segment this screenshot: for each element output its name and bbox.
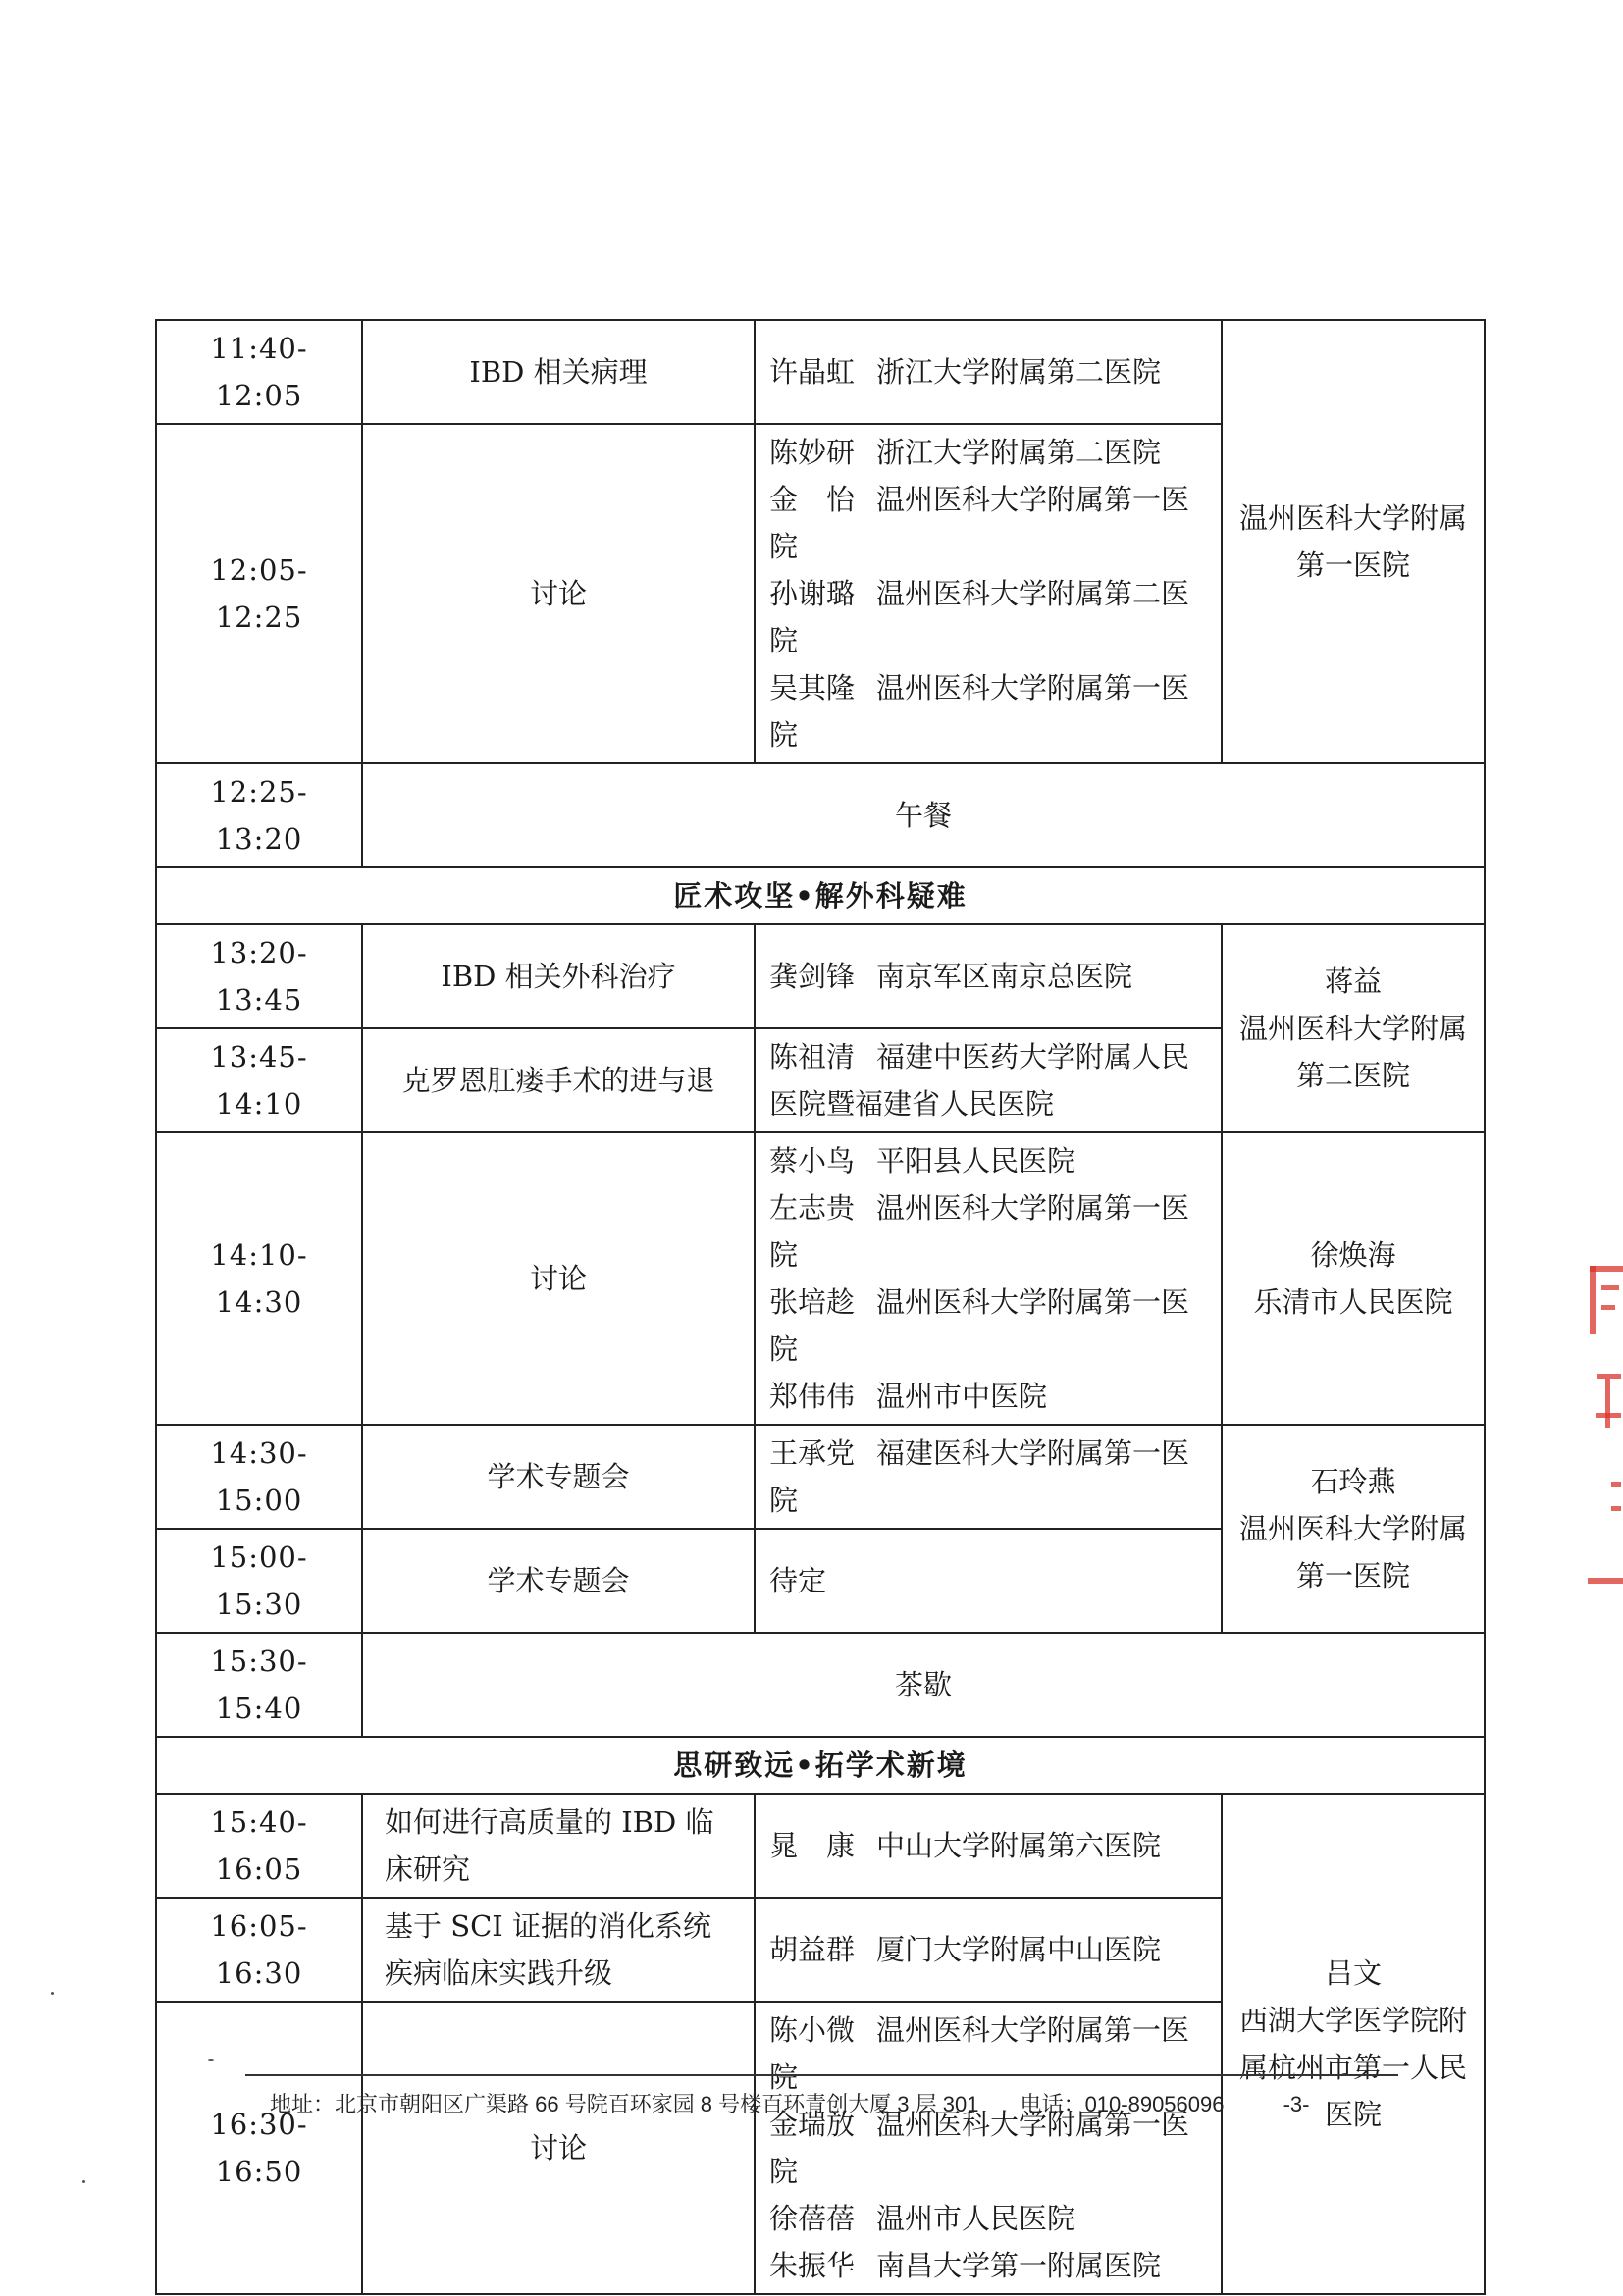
section-row	[156, 867, 1485, 924]
chair-affiliation: 温州医科大学附属第一医院	[1238, 1512, 1467, 1592]
agenda-table	[155, 319, 1486, 2295]
topic-cell: 学术专题会	[362, 1529, 755, 1633]
speaker-cell: 晁 康 中山大学附属第六医院	[755, 1794, 1222, 1898]
break-cell: 茶歇	[362, 1633, 1485, 1737]
topic-cell: IBD 相关外科治疗	[362, 924, 755, 1028]
time-cell: 15:30-15:40	[156, 1633, 362, 1737]
topic-cell: 如何进行高质量的 IBD 临床研究	[362, 1794, 755, 1898]
break-cell: 午餐	[362, 763, 1485, 867]
speaker-cell: 待定	[755, 1529, 1222, 1633]
chair-affiliation: 西湖大学医学院附属杭州市第一人民医院	[1238, 2004, 1467, 2131]
speaker-cell: 陈小微 温州医科大学附属第一医院 金瑞放 温州医科大学附属第一医院 徐蓓蓓 温州市人民医院 朱振华 南昌大学第一附属医院	[755, 2002, 1222, 2294]
table-row	[156, 1633, 1485, 1737]
time-cell: 15:00-15:30	[156, 1529, 362, 1633]
topic-cell: 讨论	[362, 2002, 755, 2294]
time-cell: 13:20-13:45	[156, 924, 362, 1028]
table-row	[156, 1132, 1485, 1425]
chair-cell	[1222, 1132, 1485, 1425]
table-row	[156, 320, 1485, 424]
speaker-cell: 陈祖清 福建中医药大学附属人民医院暨福建省人民医院	[755, 1028, 1222, 1132]
chair-name: 蒋益	[1324, 965, 1382, 998]
time-cell: 13:45-14:10	[156, 1028, 362, 1132]
speaker-cell: 蔡小鸟 平阳县人民医院 左志贵 温州医科大学附属第一医院 张培趁 温州医科大学附属第一医院 郑伟伟 温州市中医院	[755, 1132, 1222, 1425]
section-title: 匠术攻坚•解外科疑难	[156, 867, 1485, 924]
time-cell: 14:30-15:00	[156, 1425, 362, 1529]
speaker-cell: 胡益群 厦门大学附属中山医院	[755, 1898, 1222, 2002]
topic-cell: 克罗恩肛瘘手术的进与退	[362, 1028, 755, 1132]
time-cell: 16:30-16:50	[156, 2002, 362, 2294]
topic-cell: IBD 相关病理	[362, 320, 755, 424]
table-row	[156, 1794, 1485, 1898]
chair-cell	[1222, 1425, 1485, 1633]
chair-name: 石玲燕	[1310, 1465, 1396, 1498]
scan-speck	[51, 1992, 54, 1995]
chair-name: 吕文	[1324, 1957, 1382, 1990]
footer-divider	[245, 2074, 1398, 2076]
table-row	[156, 1425, 1485, 1529]
topic-cell: 基于 SCI 证据的消化系统疾病临床实践升级	[362, 1898, 755, 2002]
section-title: 思研致远•拓学术新境	[156, 1737, 1485, 1794]
speaker-cell: 龚剑锋 南京军区南京总医院	[755, 924, 1222, 1028]
page-number: -3-	[1283, 2092, 1310, 2116]
table-row	[156, 924, 1485, 1028]
chair-name: 徐焕海	[1310, 1238, 1396, 1272]
topic-cell: 讨论	[362, 1132, 755, 1425]
chair-affiliation: 温州医科大学附属第二医院	[1238, 1012, 1467, 1092]
time-cell: 15:40-16:05	[156, 1794, 362, 1898]
speaker-cell: 陈妙研 浙江大学附属第二医院 金 怡 温州医科大学附属第一医院 孙谢璐 温州医科大学附属第二医院 吴其隆 温州医科大学附属第一医院	[755, 424, 1222, 763]
seal-stamp-icon	[1582, 1266, 1623, 1590]
chair-cell	[1222, 924, 1485, 1132]
speaker-cell: 许晶虹 浙江大学附属第二医院	[755, 320, 1222, 424]
chair-cell	[1222, 1794, 1485, 2294]
footer-phone: 电话：010-89056096	[1020, 2092, 1225, 2116]
speaker-cell: 王承党 福建医科大学附属第一医院	[755, 1425, 1222, 1529]
time-cell: 12:25-13:20	[156, 763, 362, 867]
section-row	[156, 1737, 1485, 1794]
scan-speck	[208, 2059, 214, 2061]
scan-speck	[82, 2180, 85, 2183]
time-cell: 14:10-14:30	[156, 1132, 362, 1425]
footer-address: 地址：北京市朝阳区广渠路 66 号院百环家园 8 号楼百环青创大厦 3 层 301	[270, 2092, 979, 2116]
table-row	[156, 763, 1485, 867]
topic-cell: 学术专题会	[362, 1425, 755, 1529]
time-cell: 11:40-12:05	[156, 320, 362, 424]
topic-cell: 讨论	[362, 424, 755, 763]
page-footer	[270, 2088, 1310, 2118]
chair-cell: 温州医科大学附属第一医院	[1222, 320, 1485, 763]
time-cell: 12:05-12:25	[156, 424, 362, 763]
chair-affiliation: 乐清市人民医院	[1253, 1285, 1453, 1319]
time-cell: 16:05-16:30	[156, 1898, 362, 2002]
